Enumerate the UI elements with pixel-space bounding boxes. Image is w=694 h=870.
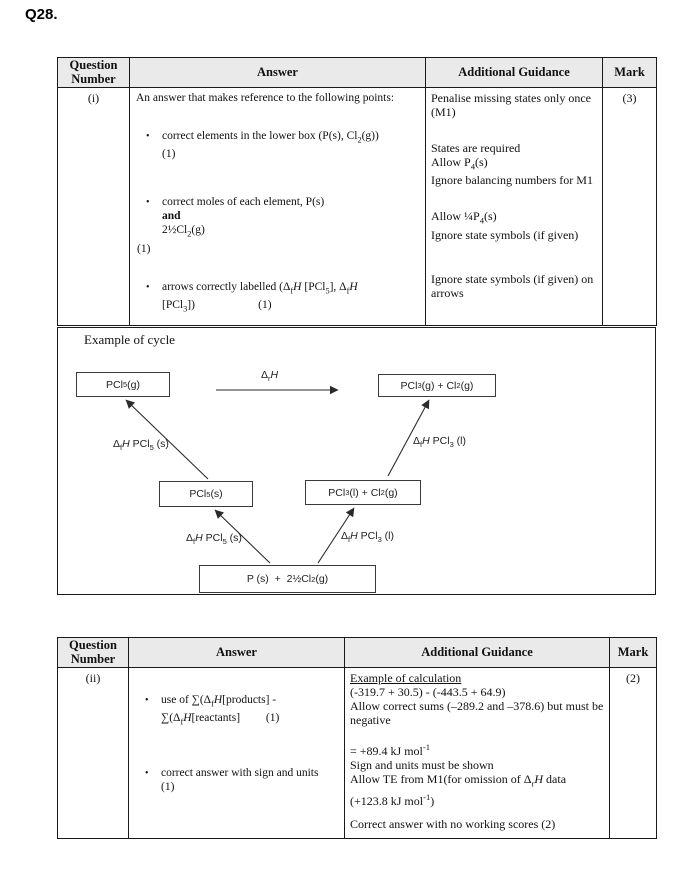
guidance-cell — [345, 668, 610, 839]
header-answer: Answer — [130, 58, 426, 88]
answer-bullet-1 — [146, 129, 421, 161]
answer-bullet-1 — [145, 693, 340, 730]
question-number-cell: (i) — [58, 88, 130, 326]
box-pcl5-gas: PCl 5 (g) — [76, 372, 170, 397]
sign-units-line: Sign and units must be shown — [350, 758, 494, 772]
bullet-text: correct answer with sign and units (1) — [161, 766, 319, 793]
table-header-row — [58, 58, 657, 88]
header-question-number: Question Number — [58, 58, 130, 88]
calculation-line: (-319.7 + 30.5) - (-443.5 + 64.9) — [350, 685, 506, 699]
label-dfh-pcl5-lower: $\Delta_fH$ PCl$_5$ (s) — [186, 532, 242, 547]
markscheme-table-ii — [57, 637, 657, 839]
header-mark: Mark — [610, 638, 657, 668]
bullet-icon: • — [145, 695, 149, 706]
guidance-block-1: Penalise missing states only once (M1) — [431, 91, 591, 119]
bullet-text: use of $\sum(\Delta_fH[products]$ - $\sum(\Delta_fH[reactants]$ (1) — [161, 694, 280, 727]
answer-cell — [130, 88, 426, 326]
guidance-cell — [426, 88, 603, 326]
box-products-gas: PCl 3 (g) + Cl 2 (g) — [378, 374, 496, 397]
answer-bullet-2 — [145, 766, 340, 794]
label-delta-r-h: $\Delta_rH$ — [261, 369, 279, 384]
label-dfh-pcl3-upper: $\Delta_fH$ PCl$_3$ (l) — [413, 435, 467, 450]
label-dfh-pcl5-upper: $\Delta_fH$ PCl$_5$ (s) — [113, 438, 169, 453]
result-line: = +89.4 kJ mol$^{-1}$ — [350, 742, 431, 758]
table-row — [58, 88, 657, 326]
box-pcl5-solid: PCl 5 (s) — [159, 481, 253, 507]
guidance-block-4: Ignore state symbols (if given) on arrows — [431, 271, 594, 300]
box-pcl3-liquid: PCl 3 (l) + Cl 2 (g) — [305, 480, 421, 505]
box-elements: P (s) + 2½Cl 2 (g) — [199, 565, 376, 593]
hess-cycle-diagram — [57, 327, 656, 595]
mark-cell: (2) — [610, 668, 657, 839]
guidance-title: Example of calculation — [350, 671, 462, 685]
allow-sums-line: Allow correct sums (–289.2 and –378.6) but must be negative — [350, 699, 604, 727]
table-row — [58, 668, 657, 839]
te-line: Allow TE from M1(for omission of $\Delta_rH$ data (+123.8 kJ mol$^{-1}$) — [350, 772, 567, 809]
bullet-icon: • — [146, 281, 150, 293]
cycle-arrows — [58, 328, 655, 594]
bullet-icon: • — [145, 767, 149, 779]
no-working-line: Correct answer with no working scores (2) — [350, 817, 556, 832]
answer-bullet-3 — [146, 280, 421, 317]
answer-cell — [129, 668, 345, 839]
bullet-text: correct elements in the lower box (P(s), $Cl_2(g)$) (1) — [162, 130, 379, 161]
bullet-icon: • — [146, 131, 150, 142]
bullet-text: correct moles of each element, P(s) and $2\frac{1}{2}Cl_2(g)$ — [162, 196, 325, 239]
label-dfh-pcl3-lower: $\Delta_fH$ PCl$_3$ (l) — [341, 530, 395, 545]
page-title: Q28. — [25, 6, 58, 23]
bullet-2-mark: (1) — [137, 242, 151, 255]
answer-intro: An answer that makes reference to the following points: — [136, 92, 395, 104]
header-answer: Answer — [129, 638, 345, 668]
question-number-cell: (ii) — [58, 668, 129, 839]
answer-bullet-2 — [146, 195, 421, 241]
table-header-row — [58, 638, 657, 668]
header-additional-guidance: Additional Guidance — [345, 638, 610, 668]
bullet-icon: • — [146, 197, 150, 209]
diagram-title: Example of cycle — [84, 332, 175, 347]
bullet-text: arrows correctly labelled ($\Delta_fH$ [PCl$_5$], $\Delta_fH$ [PCl$_3$]) (1) — [162, 280, 358, 314]
markscheme-table-i — [57, 57, 657, 326]
mark-cell: (3) — [603, 88, 657, 326]
header-question-number: Question Number — [58, 638, 129, 668]
guidance-block-2: States are required Allow $P_4(s)$ Ignore balancing numbers for M1 — [431, 141, 593, 188]
header-mark: Mark — [603, 58, 657, 88]
header-additional-guidance: Additional Guidance — [426, 58, 603, 88]
guidance-block-3: Allow $\frac{1}{4}P_4(s)$ Ignore state symbols (if given) — [431, 209, 579, 242]
